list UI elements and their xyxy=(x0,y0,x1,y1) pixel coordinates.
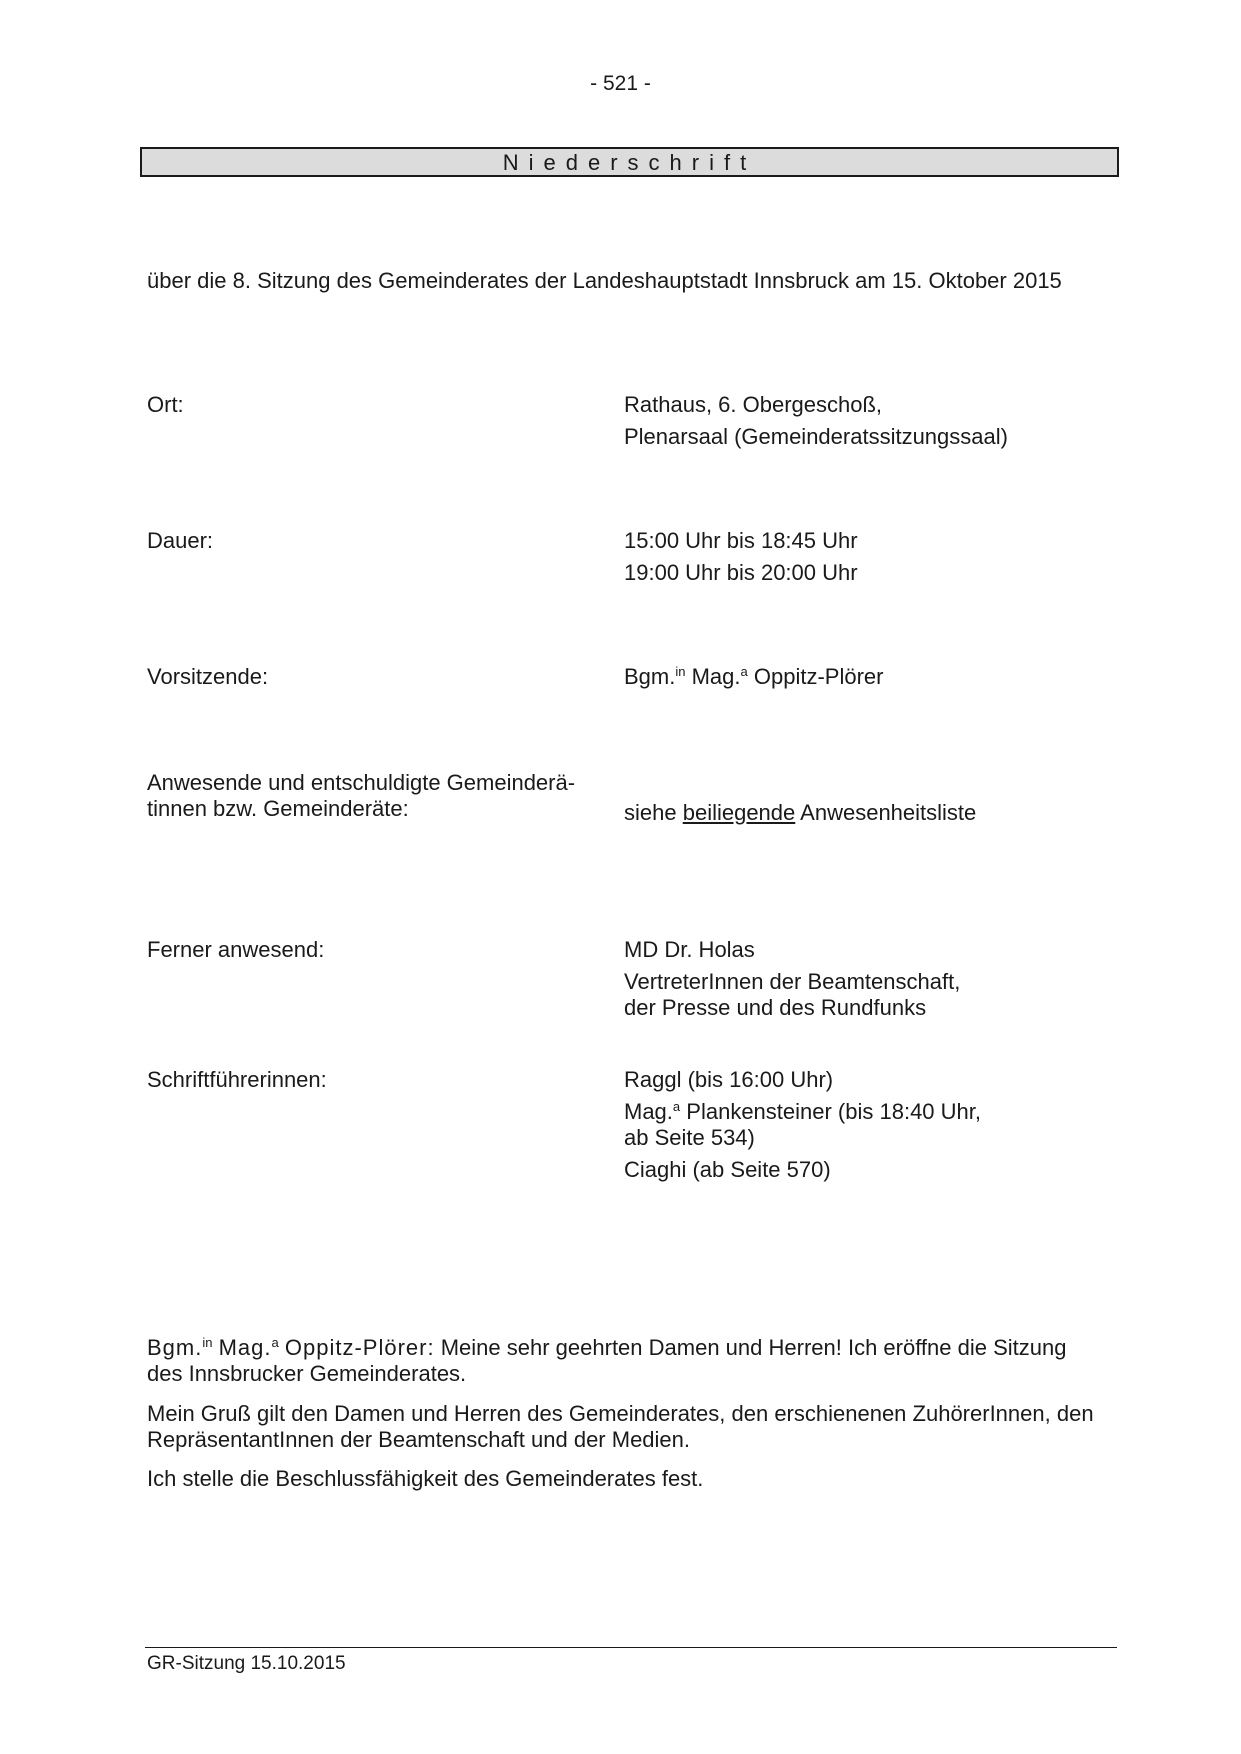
schrift-mag-sup: a xyxy=(672,1099,681,1114)
vorsitzende-label: Vorsitzende: xyxy=(147,664,269,689)
vorsitzende-mag-sup: a xyxy=(740,664,748,679)
ort-line-1: Rathaus, 6. Obergeschoß, xyxy=(624,392,883,417)
vorsitzende-value xyxy=(624,664,883,696)
speech-paragraph-2: Mein Gruß gilt den Damen und Herren des Gemeinderates, den erschienenen ZuhörerInnen, den RepräsentantInnen der Beamtenschaft und der Medien. xyxy=(147,1401,1094,1452)
ort-label: Ort: xyxy=(147,392,184,417)
ferner-line-3: der Presse und des Rundfunks xyxy=(624,995,927,1020)
anwesende-value-pre: siehe xyxy=(624,800,677,825)
speech-paragraph-1 xyxy=(147,1335,1107,1387)
ort-line-2: Plenarsaal (Gemeinderatssitzungssaal) xyxy=(624,424,1008,449)
schrift-line-2-rest: Plankensteiner (bis 18:40 Uhr, xyxy=(686,1099,982,1124)
schrift-line-4: Ciaghi (ab Seite 570) xyxy=(624,1157,831,1182)
schrift-line-2 xyxy=(624,1099,981,1125)
schrift-line-1: Raggl (bis 16:00 Uhr) xyxy=(624,1067,834,1092)
ferner-line-2: VertreterInnen der Beamtenschaft, xyxy=(624,969,961,994)
intro-text: über die 8. Sitzung des Gemeinderates der Landeshauptstadt Innsbruck am 15. Oktober 2015 xyxy=(147,268,1062,293)
schrift-mag: Mag. xyxy=(624,1099,673,1124)
schrift-value xyxy=(624,1067,981,1189)
speaker-bgm: Bgm. xyxy=(147,1335,203,1360)
anwesende-label-line-2: tinnen bzw. Gemeinderäte: xyxy=(147,796,409,821)
ferner-value xyxy=(624,937,960,1027)
speaker-mag: Mag. xyxy=(218,1335,272,1360)
vorsitzende-name: Oppitz-Plörer xyxy=(753,664,884,689)
ort-value xyxy=(624,392,1008,456)
vorsitzende-mag: Mag. xyxy=(691,664,741,689)
anwesende-value-line xyxy=(624,800,976,826)
footer-text: GR-Sitzung 15.10.2015 xyxy=(147,1653,346,1674)
vorsitzende-bgm: Bgm. xyxy=(624,664,676,689)
page-number: - 521 - xyxy=(590,72,651,95)
speaker-mag-sup: a xyxy=(271,1335,279,1350)
dauer-label: Dauer: xyxy=(147,528,214,553)
schrift-line-3: ab Seite 534) xyxy=(624,1125,755,1150)
footer-divider xyxy=(145,1647,1117,1648)
dauer-line-1: 15:00 Uhr bis 18:45 Uhr xyxy=(624,528,858,553)
speaker-bgm-sup: in xyxy=(202,1335,213,1350)
anwesende-value xyxy=(624,800,976,832)
anwesende-value-underlined: beiliegende xyxy=(682,800,796,825)
dauer-line-2: 19:00 Uhr bis 20:00 Uhr xyxy=(624,560,858,585)
anwesende-label-line-1: Anwesende und entschuldigte Gemeinderä- xyxy=(147,770,576,795)
dauer-value xyxy=(624,528,858,592)
document-title: Niederschrift xyxy=(140,147,1119,177)
speech-p1-text: Meine sehr geehrten Damen und Herren! Ich eröffne die Sitzung des Innsbrucker Gemeinderates. xyxy=(147,1335,1067,1386)
ferner-line-1: MD Dr. Holas xyxy=(624,937,755,962)
speaker-name: Oppitz-Plörer: xyxy=(284,1335,435,1360)
anwesende-label xyxy=(147,770,575,822)
ferner-label: Ferner anwesend: xyxy=(147,937,325,962)
speech-paragraph-3: Ich stelle die Beschlussfähigkeit des Gemeinderates fest. xyxy=(147,1466,704,1491)
schrift-label: Schriftführerinnen: xyxy=(147,1067,327,1092)
anwesende-value-post: Anwesenheitsliste xyxy=(800,800,977,825)
vorsitzende-bgm-sup: in xyxy=(675,664,686,679)
vorsitzende-line xyxy=(624,664,883,690)
